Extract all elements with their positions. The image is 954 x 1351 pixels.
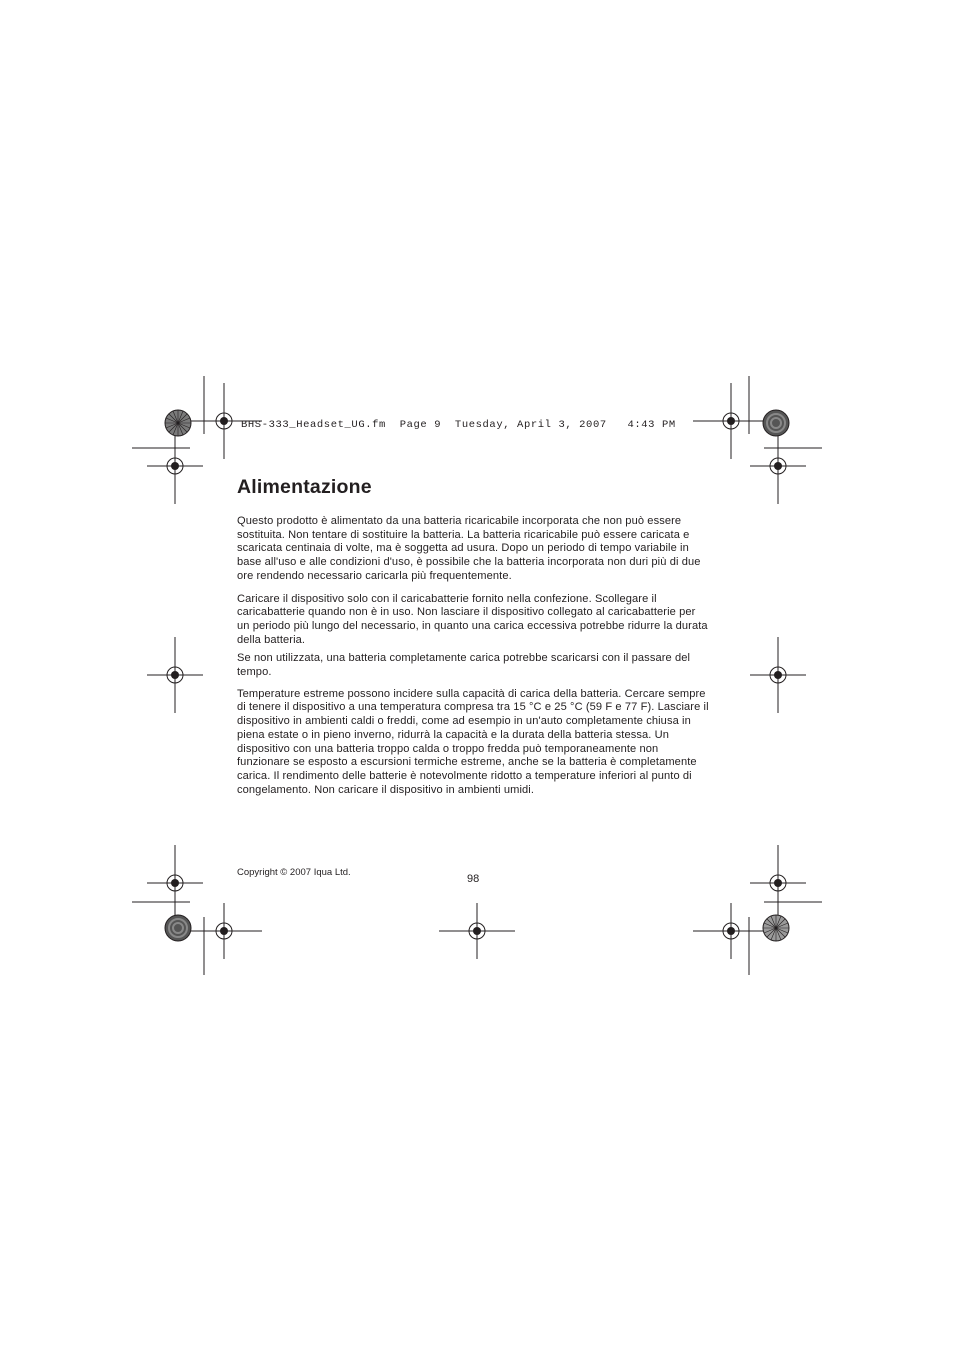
registration-mark-icon <box>439 903 515 959</box>
registration-mark-icon <box>147 637 203 713</box>
page-title: Alimentazione <box>237 476 372 498</box>
registration-mark-icon <box>750 637 806 713</box>
color-bar-icon <box>165 915 191 941</box>
page-number: 98 <box>467 873 480 885</box>
paragraph-charging: Caricare il dispositivo solo con il caricabatterie fornito nella confezione. Scollegare il caricabatterie quando non è in uso. Non lasciare il dispositivo collegato al caricabatterie per un periodo più lungo del necessario, in quanto una carica eccessiva potrebbe ridurre la durata della batteria. <box>237 592 708 646</box>
copyright: Copyright © 2007 Iqua Ltd. <box>237 867 351 878</box>
paragraph-self-discharge: Se non utilizzata, una batteria completamente carica potrebbe scaricarsi con il passare del tempo. <box>237 652 691 679</box>
color-bar-icon <box>763 410 789 436</box>
registration-mark-icon <box>750 428 806 504</box>
print-header: BHS-333_Headset_UG.fm Page 9 Tuesday, April 3, 2007 4:43 PM <box>241 419 676 431</box>
color-bar-icon <box>763 915 789 941</box>
registration-mark-icon <box>186 903 262 959</box>
paragraph-battery-description: Questo prodotto è alimentato da una batteria ricaricabile incorporata che non può essere sostituita. Non tentare di sostituire la batteria. La batteria ricaricabile può essere caricata e scaricata centinaia di volte, ma è soggetta ad usura. Dopo un periodo di tempo variabile in base all'uso e alle condizioni d'uso, è possibile che la batteria incorporata non duri più di due ore rendendo necessario caricarla più frequentemente. <box>237 515 701 582</box>
paragraph-temperature: Temperature estreme possono incidere sulla capacità di carica della batteria. Cercare sempre di tenere il dispositivo a una temperatura compresa tra 15 °C e 25 °C (59 F e 77 F). Lasciare il dispositivo in ambienti caldi o freddi, come ad esempio in un'auto completamente chiusa in piena estate o in pieno inverno, ridurrà la capacità e la durata della batteria stessa. Un dispositivo con una batteria troppo calda o troppo fredda può temporaneamente non funzionare se esposto a escursioni termiche estreme, anche se la batteria è completamente carica. Il rendimento delle batterie è notevolmente ridotto a temperature inferiori al punto di congelamento. Non caricare il dispositivo in ambienti umidi. <box>237 687 709 796</box>
color-bar-icon <box>165 410 191 436</box>
registration-mark-icon <box>693 903 769 959</box>
registration-mark-icon <box>693 383 769 459</box>
registration-mark-icon <box>750 845 806 921</box>
registration-mark-icon <box>147 845 203 921</box>
registration-mark-icon <box>147 428 203 504</box>
body-text <box>237 515 709 797</box>
